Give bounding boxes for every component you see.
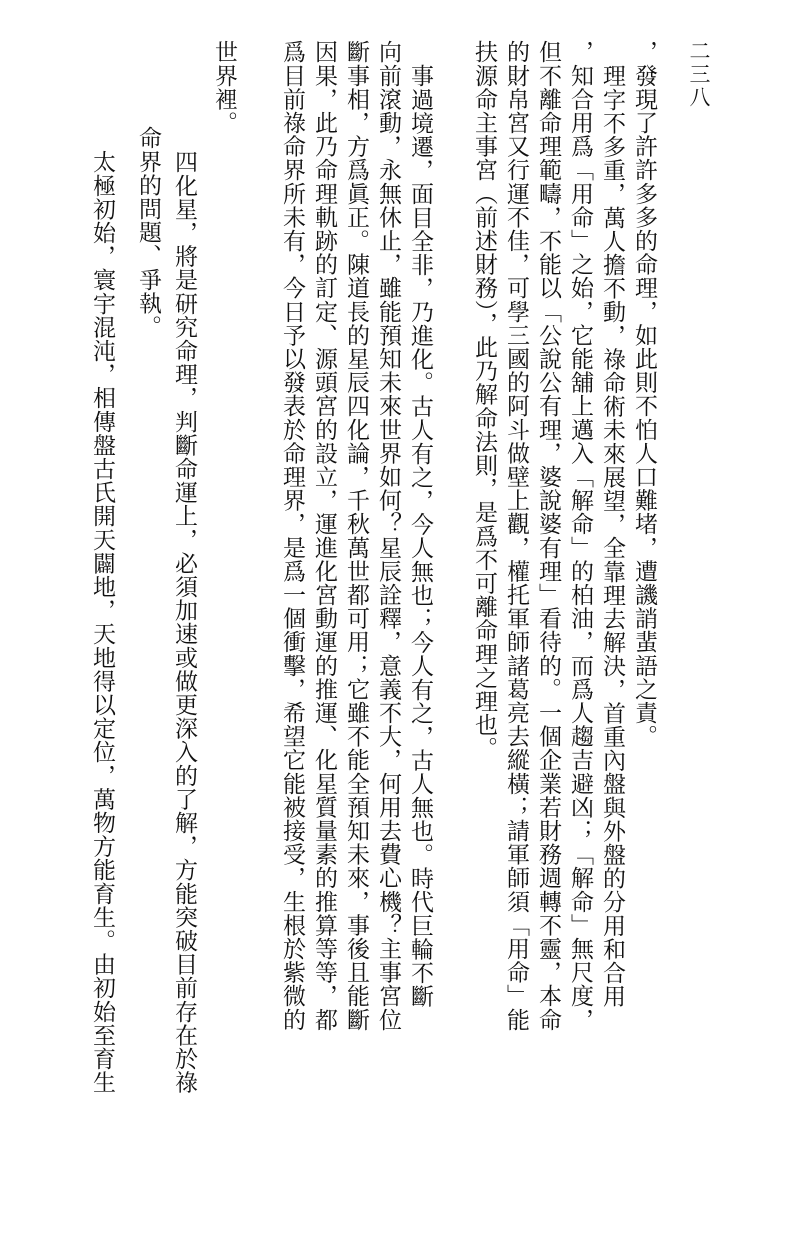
text-column-10: 因果，此乃命理軌跡的訂定、源頭宮的設立，運進化宮動運的推運、化星質量素的推算等等，都 [311,40,337,1032]
text-column-1: ，發現了許許多多的命理，如此則不怕人口難堵，遭譏誚蜚語之責。 [631,40,657,748]
text-column-7: 事過境遷，面目全非，乃進化。古人有之，今人無也；今人有之，古人無也。時代巨輪不斷 [407,64,433,1008]
page-number: 二三八 [687,40,711,109]
text-column-14: 命界的問題、爭執。 [135,126,161,339]
text-column-4: 但不離命理範疇，不能以「公說公有理，婆說婆有理」看待的。一個企業若財務週轉不靈，本命 [535,40,561,1032]
text-column-6: 扶源命主事宮（前述財務），此乃解命法則，是爲不可離命理之理也。 [471,40,497,761]
text-column-3: ，知合用爲「用命」之始，它能舖上邁入「解命」的柏油，而爲人趨吉避凶；「解命」無尺度， [567,40,593,1032]
text-column-13: 四化星，將是研究命理，判斷命運上，必須加速或做更深入的了解，方能突破目前存在於祿 [171,150,197,1094]
text-column-8: 向前滾動，永無休止，雖能預知未來世界如何？星辰詮釋，意義不大，何用去費心機？主事宮位 [375,40,401,1032]
text-column-5: 的財帛宮又行運不佳，可學三國的阿斗做壁上觀，權托軍師諸葛亮去縱橫；請軍師須「用命」能 [503,40,529,1032]
text-column-15: 太極初始，寰宇混沌，相傳盤古氏開天闢地，天地得以定位，萬物方能育生。由初始至育生 [89,150,115,1094]
text-column-9: 斷事相，方爲眞正。陳道長的星辰四化論，千秋萬世都可用；它雖不能全預知未來，事後且能斷 [343,40,369,1032]
text-column-2: 理字不多重，萬人擔不動，祿命術未來展望，全靠理去解決，首重內盤與外盤的分用和合用 [599,64,625,1008]
text-column-11: 爲目前祿命界所未有，今日予以發表於命理界，是爲一個衝擊，希望它能被接受，生根於紫微的 [279,40,305,1032]
text-column-12: 世界裡。 [211,40,237,135]
